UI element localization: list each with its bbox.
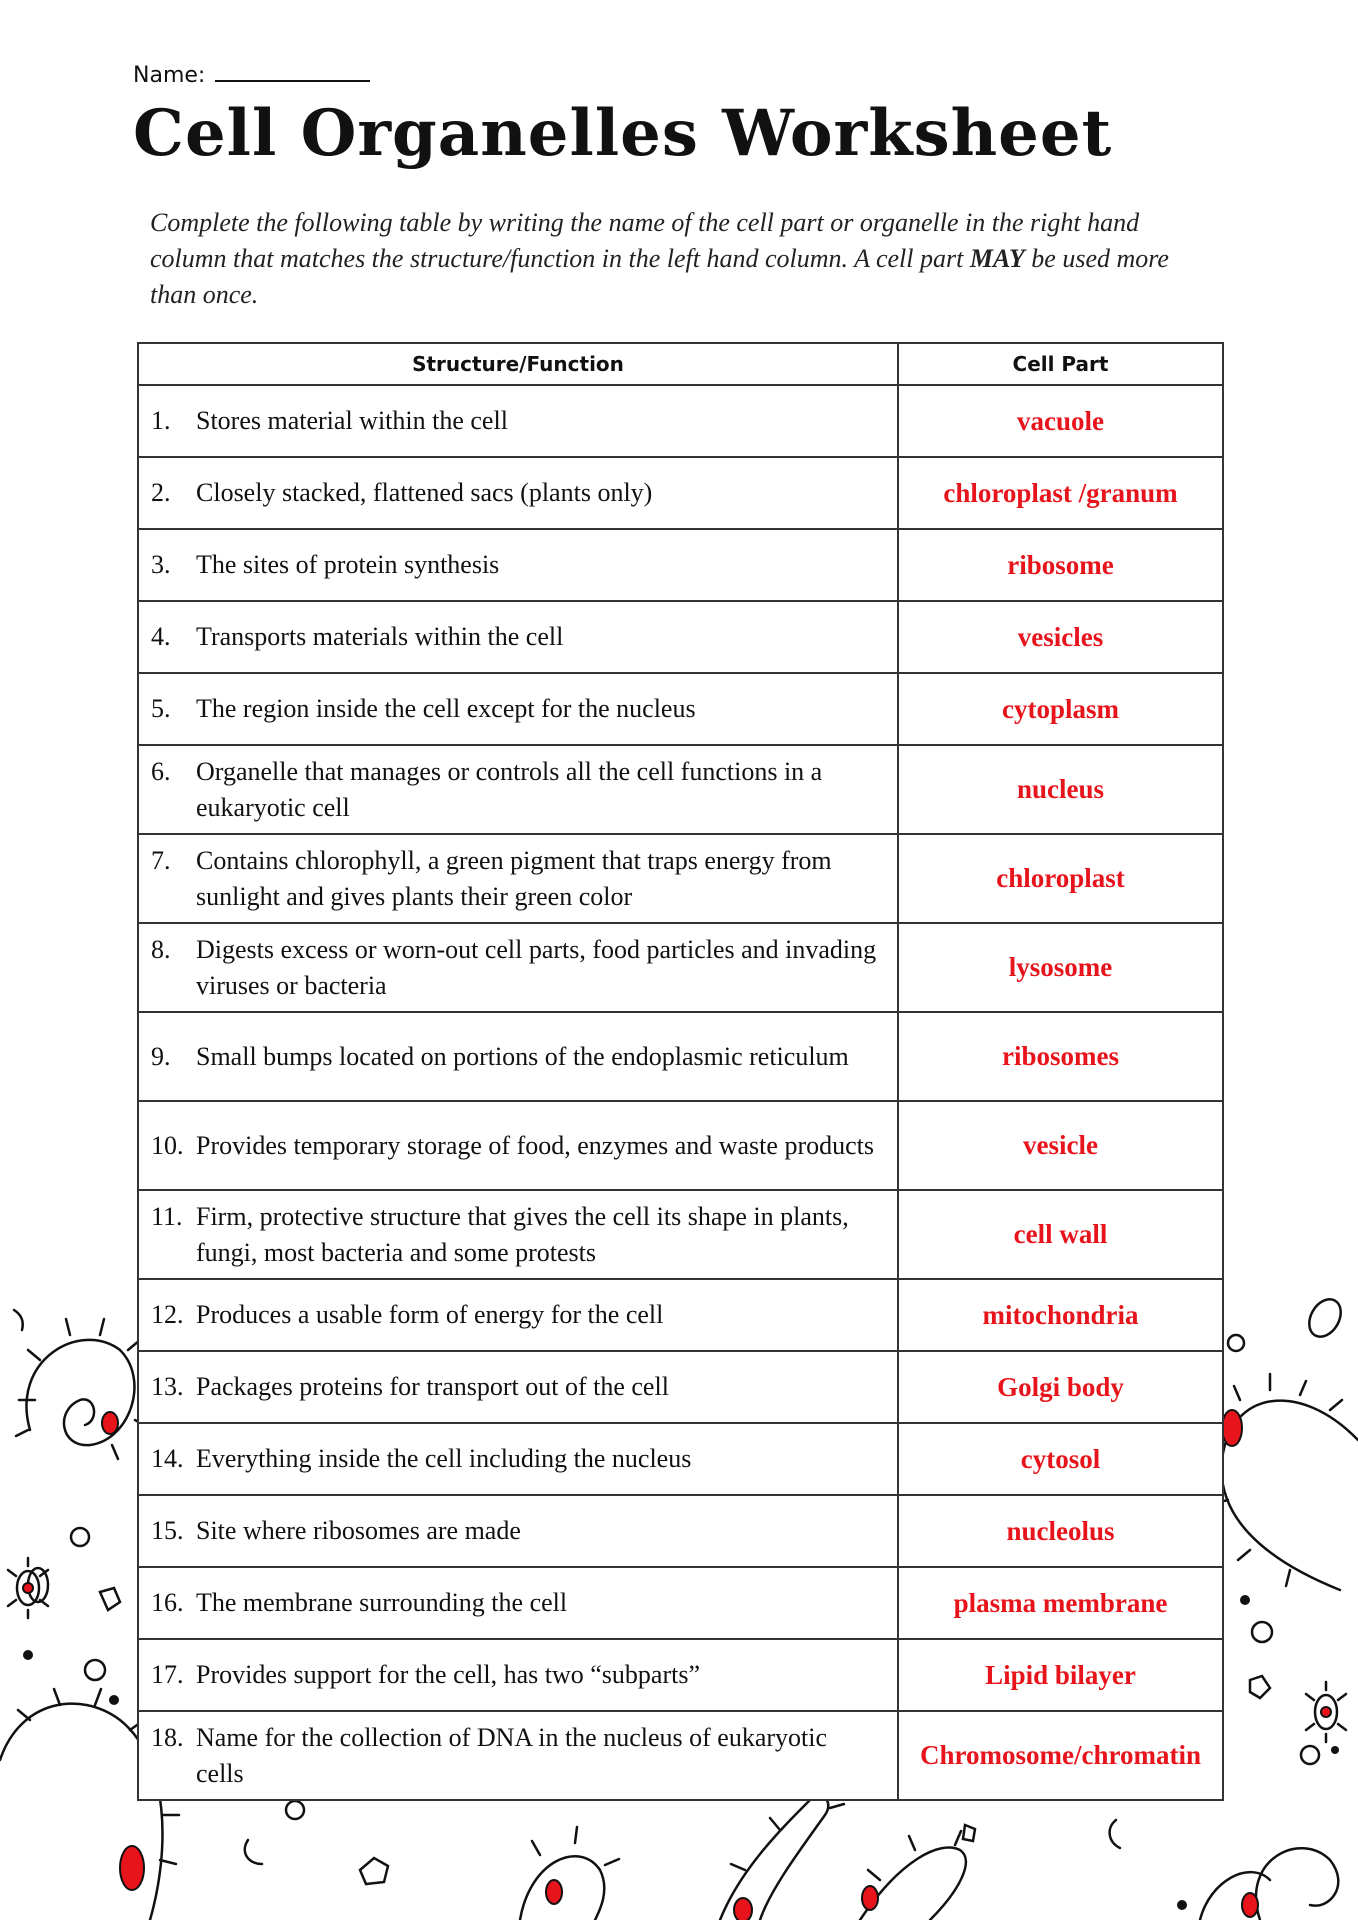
table-row <box>138 1279 1223 1351</box>
cell-part-answer[interactable]: vacuole <box>898 385 1223 457</box>
table-row <box>138 834 1223 923</box>
header-structure-function: Structure/Function <box>138 343 898 385</box>
cell-part-answer[interactable]: Lipid bilayer <box>898 1639 1223 1711</box>
structure-function-cell <box>138 1423 898 1495</box>
cell-part-answer[interactable]: lysosome <box>898 923 1223 1012</box>
function-text: Produces a usable form of energy for the cell <box>196 1300 664 1329</box>
function-text: Everything inside the cell including the nucleus <box>196 1444 692 1473</box>
table-row <box>138 529 1223 601</box>
row-number: 2. <box>151 478 171 507</box>
table-row <box>138 385 1223 457</box>
row-number: 11. <box>151 1201 183 1231</box>
row-number: 4. <box>151 622 171 651</box>
structure-function-cell <box>138 385 898 457</box>
cell-part-answer[interactable]: cell wall <box>898 1190 1223 1279</box>
name-blank-line[interactable] <box>215 60 370 82</box>
cell-part-answer[interactable]: nucleus <box>898 745 1223 834</box>
cell-part-answer[interactable]: ribosomes <box>898 1012 1223 1101</box>
row-number: 14. <box>151 1444 184 1473</box>
table-row <box>138 673 1223 745</box>
row-number: 15. <box>151 1516 184 1545</box>
cell-part-answer[interactable]: mitochondria <box>898 1279 1223 1351</box>
cell-part-answer[interactable]: ribosome <box>898 529 1223 601</box>
page-title: Cell Organelles Worksheet <box>133 96 1113 171</box>
function-text: Site where ribosomes are made <box>196 1516 521 1545</box>
row-number: 6. <box>151 756 171 786</box>
structure-function-cell <box>138 1279 898 1351</box>
coiled-bacterium-left <box>26 1340 134 1445</box>
function-text: The membrane surrounding the cell <box>196 1588 568 1617</box>
cell-part-answer[interactable]: vesicle <box>898 1101 1223 1190</box>
function-text: Firm, protective structure that gives the cell its shape in plants, fungi, most bacteria and some protests <box>196 1201 849 1267</box>
row-number: 8. <box>151 934 171 964</box>
structure-function-cell <box>138 745 898 834</box>
structure-function-cell <box>138 1351 898 1423</box>
bacterium-bottom-3 <box>860 1848 966 1920</box>
cell-part-answer[interactable]: chloroplast /granum <box>898 457 1223 529</box>
function-text: Transports materials within the cell <box>196 622 564 651</box>
structure-function-cell <box>138 1639 898 1711</box>
cell-part-answer[interactable]: cytoplasm <box>898 673 1223 745</box>
row-number: 18. <box>151 1722 184 1752</box>
table-row <box>138 1639 1223 1711</box>
function-text: Organelle that manages or controls all the cell functions in a eukaryotic cell <box>196 756 823 822</box>
function-text: Provides support for the cell, has two “subparts” <box>196 1660 701 1689</box>
row-number: 5. <box>151 694 171 723</box>
instructions-text-2: be used more than once. <box>150 244 1169 309</box>
cell-part-answer[interactable]: Chromosome/chromatin <box>898 1711 1223 1800</box>
structure-function-cell <box>138 834 898 923</box>
row-number: 12. <box>151 1300 184 1329</box>
row-number: 16. <box>151 1588 184 1617</box>
function-text: Name for the collection of DNA in the nucleus of eukaryotic cells <box>196 1722 828 1788</box>
header-cell-part: Cell Part <box>898 343 1223 385</box>
table-row <box>138 457 1223 529</box>
structure-function-cell <box>138 1101 898 1190</box>
table-row <box>138 1495 1223 1567</box>
row-number: 1. <box>151 406 171 435</box>
structure-function-cell <box>138 1567 898 1639</box>
structure-function-cell <box>138 1711 898 1800</box>
table-row <box>138 601 1223 673</box>
structure-function-cell <box>138 1190 898 1279</box>
function-text: Small bumps located on portions of the endoplasmic reticulum <box>196 1041 849 1071</box>
table-body <box>138 385 1223 1800</box>
structure-function-cell <box>138 1012 898 1101</box>
table-row <box>138 923 1223 1012</box>
row-number: 10. <box>151 1130 184 1160</box>
table-row <box>138 1012 1223 1101</box>
table-row <box>138 1190 1223 1279</box>
cell-part-answer[interactable]: chloroplast <box>898 834 1223 923</box>
table-row <box>138 1711 1223 1800</box>
function-text: The sites of protein synthesis <box>196 550 500 579</box>
organelles-table <box>137 342 1224 1801</box>
cell-part-answer[interactable]: vesicles <box>898 601 1223 673</box>
structure-function-cell <box>138 673 898 745</box>
function-text: The region inside the cell except for the nucleus <box>196 694 696 723</box>
structure-function-cell <box>138 1495 898 1567</box>
function-text: Contains chlorophyll, a green pigment that traps energy from sunlight and gives plants their green color <box>196 845 832 911</box>
function-text: Packages proteins for transport out of the cell <box>196 1372 669 1401</box>
structure-function-cell <box>138 601 898 673</box>
structure-function-cell <box>138 457 898 529</box>
row-number: 3. <box>151 550 171 579</box>
instructions <box>150 205 1190 313</box>
table-row <box>138 1423 1223 1495</box>
instructions-text-1: Complete the following table by writing the name of the cell part or organelle in the right hand column that matches the structure/function in the left hand column. A cell part <box>150 208 1140 273</box>
row-number: 7. <box>151 845 171 875</box>
table-row <box>138 745 1223 834</box>
instructions-emphasis: MAY <box>969 244 1025 273</box>
name-field-row <box>133 60 370 88</box>
function-text: Provides temporary storage of food, enzymes and waste products <box>196 1130 874 1160</box>
row-number: 9. <box>151 1041 171 1071</box>
row-number: 17. <box>151 1660 184 1689</box>
structure-function-cell <box>138 529 898 601</box>
cell-part-answer[interactable]: Golgi body <box>898 1351 1223 1423</box>
table-row <box>138 1567 1223 1639</box>
cell-part-answer[interactable]: cytosol <box>898 1423 1223 1495</box>
function-text: Stores material within the cell <box>196 406 508 435</box>
cell-part-answer[interactable]: nucleolus <box>898 1495 1223 1567</box>
function-text: Closely stacked, flattened sacs (plants only) <box>196 478 653 507</box>
structure-function-cell <box>138 923 898 1012</box>
table-row <box>138 1351 1223 1423</box>
cell-part-answer[interactable]: plasma membrane <box>898 1567 1223 1639</box>
row-number: 13. <box>151 1372 184 1401</box>
name-label: Name: <box>133 63 206 88</box>
table-row <box>138 1101 1223 1190</box>
table-header-row <box>138 343 1223 385</box>
function-text: Digests excess or worn-out cell parts, food particles and invading viruses or bacteria <box>196 934 877 1000</box>
